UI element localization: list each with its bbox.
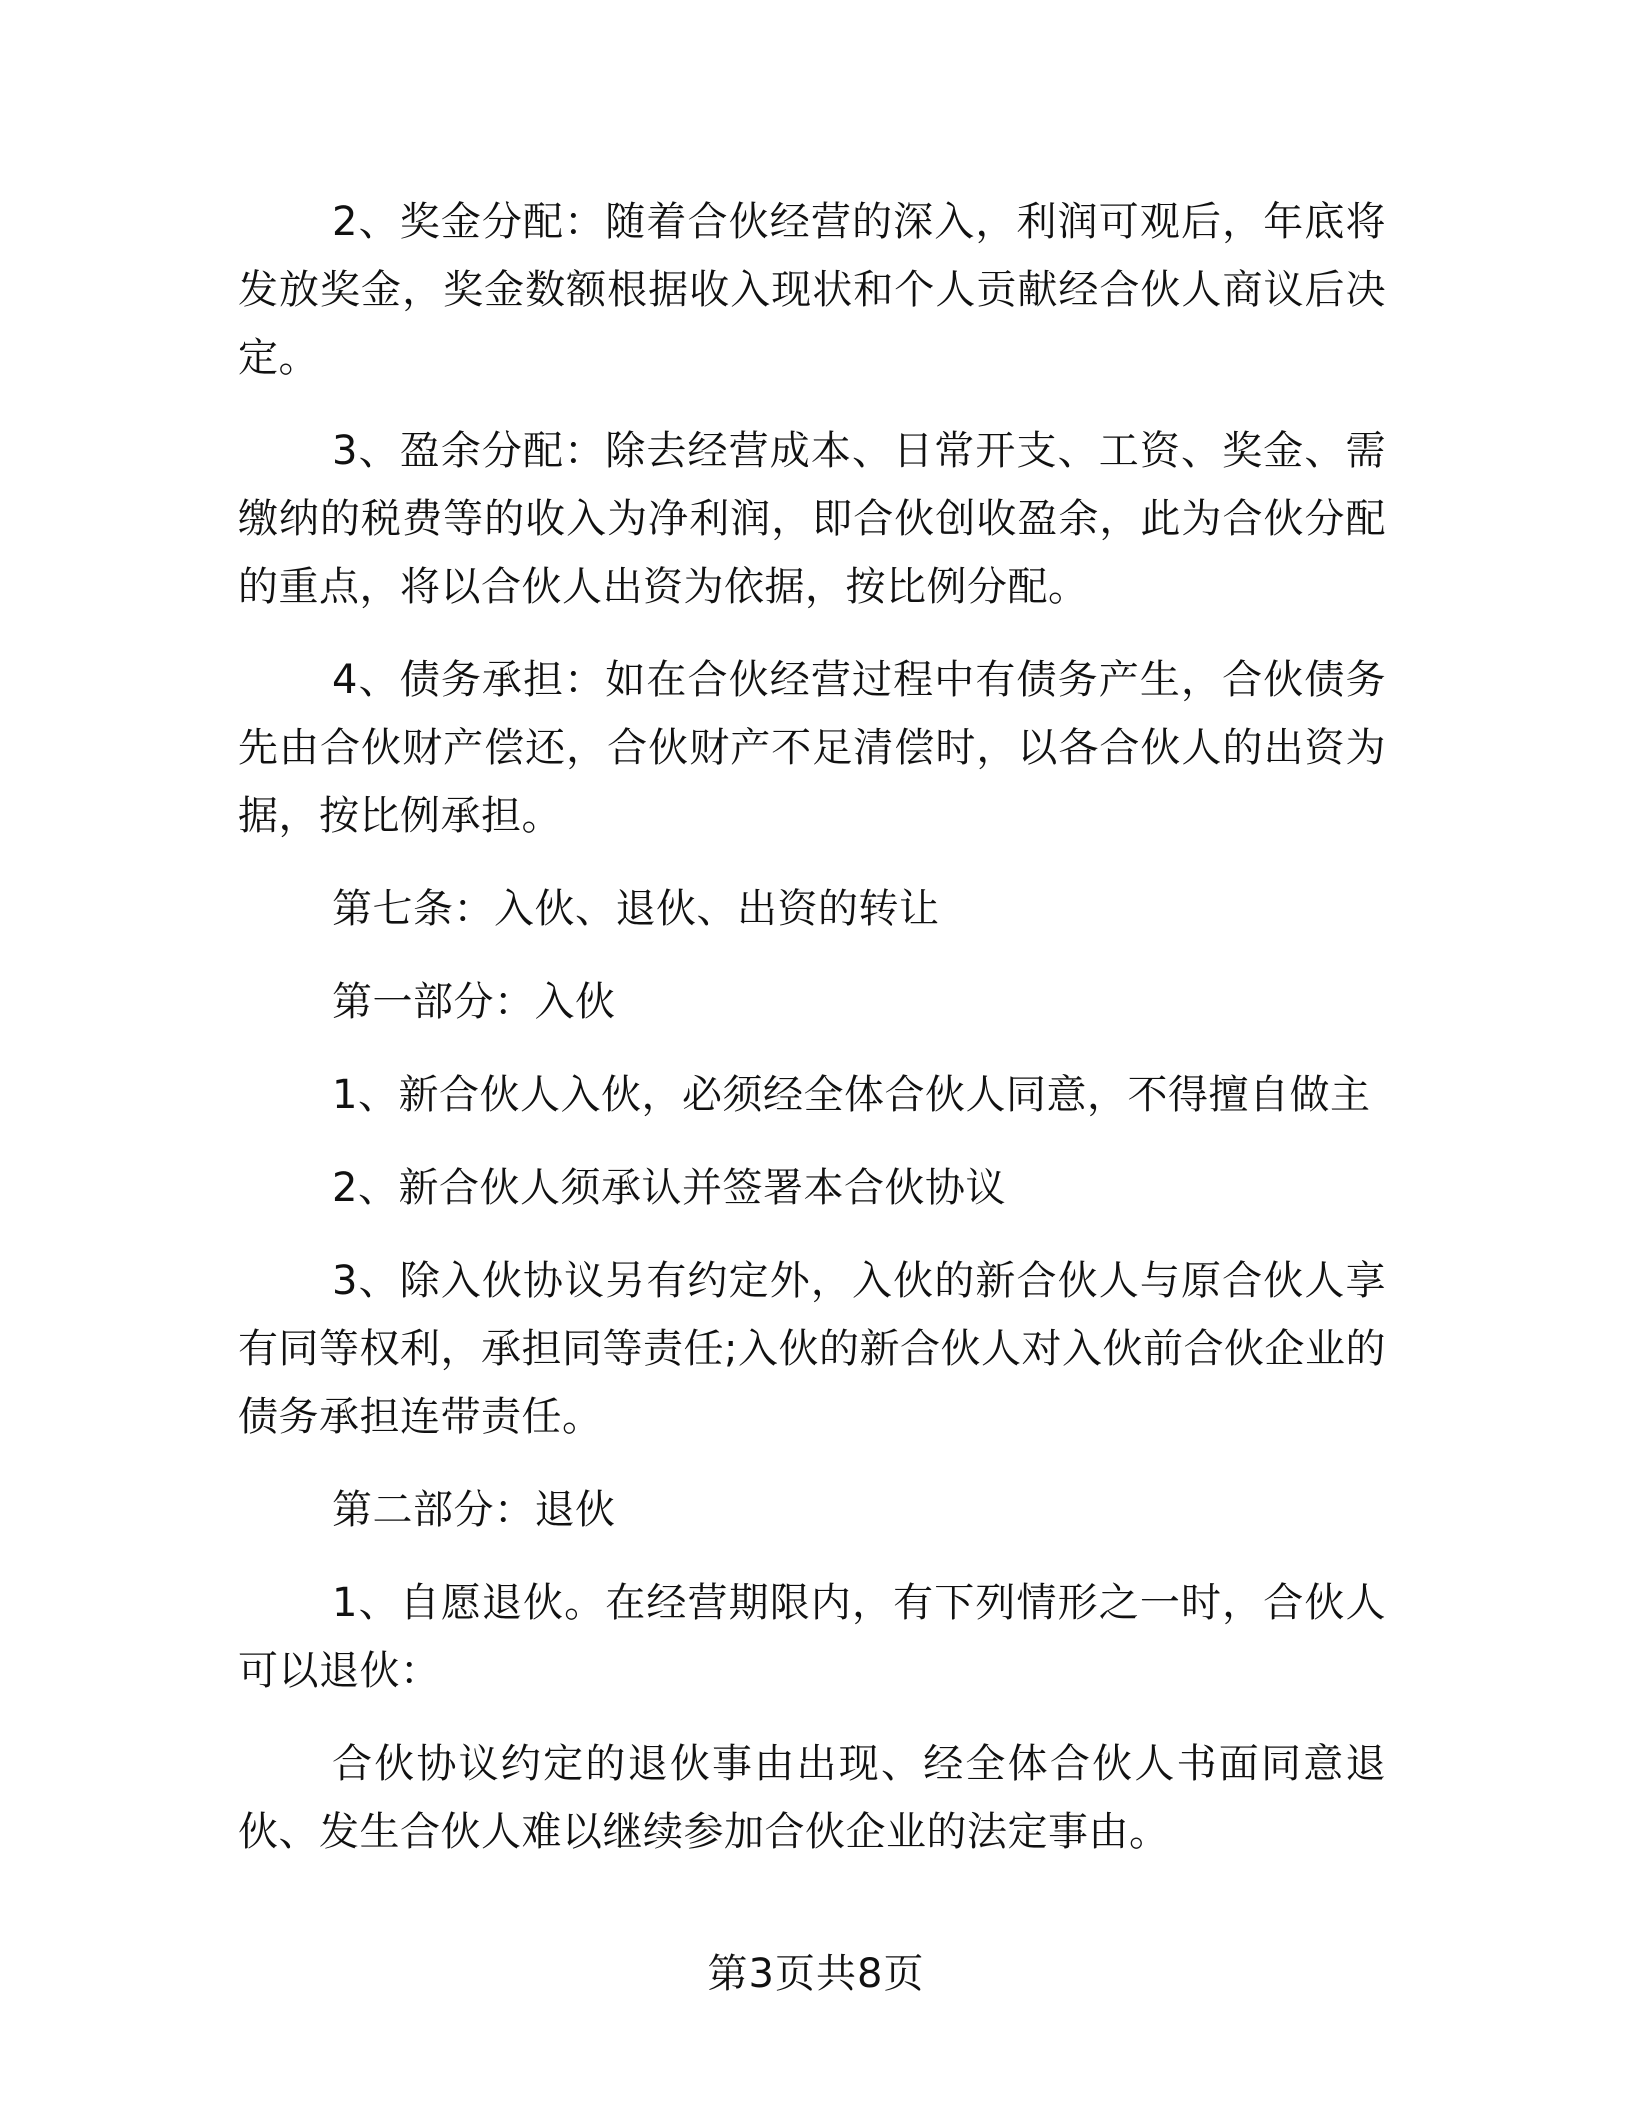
document-body xyxy=(238,188,1386,1891)
paragraph-voluntary-withdrawal: 1、自愿退伙。在经营期限内，有下列情形之一时，合伙人可以退伙： xyxy=(238,1580,1386,1694)
paragraph-new-partner-rights: 3、除入伙协议另有约定外，入伙的新合伙人与原合伙人享有同等权利，承担同等责任;入伙的新合伙人对入伙前合伙企业的债务承担连带责任。 xyxy=(238,1258,1386,1440)
paragraph-surplus-distribution: 3、盈余分配：除去经营成本、日常开支、工资、奖金、需缴纳的税费等的收入为净利润，即合伙创收盈余，此为合伙分配的重点，将以合伙人出资为依据，按比例分配。 xyxy=(238,428,1386,610)
paragraph-new-partner-consent: 1、新合伙人入伙，必须经全体合伙人同意，不得擅自做主 xyxy=(332,1072,1371,1118)
paragraph-withdrawal-conditions: 合伙协议约定的退伙事由出现、经全体合伙人书面同意退伙、发生合伙人难以继续参加合伙企业的法定事由。 xyxy=(238,1741,1386,1855)
paragraph-new-partner-sign: 2、新合伙人须承认并签署本合伙协议 xyxy=(332,1165,1006,1211)
page-number-footer: 第3页共8页 xyxy=(707,1951,925,1997)
article-seven-heading: 第七条：入伙、退伙、出资的转让 xyxy=(332,886,940,932)
part-two-heading: 第二部分：退伙 xyxy=(332,1487,616,1533)
paragraph-bonus-distribution: 2、奖金分配：随着合伙经营的深入，利润可观后，年底将发放奖金，奖金数额根据收入现状和个人贡献经合伙人商议后决定。 xyxy=(238,199,1386,381)
paragraph-debt-bearing: 4、债务承担：如在合伙经营过程中有债务产生，合伙债务先由合伙财产偿还，合伙财产不足清偿时，以各合伙人的出资为据，按比例承担。 xyxy=(238,657,1386,839)
part-one-heading: 第一部分：入伙 xyxy=(332,979,616,1025)
